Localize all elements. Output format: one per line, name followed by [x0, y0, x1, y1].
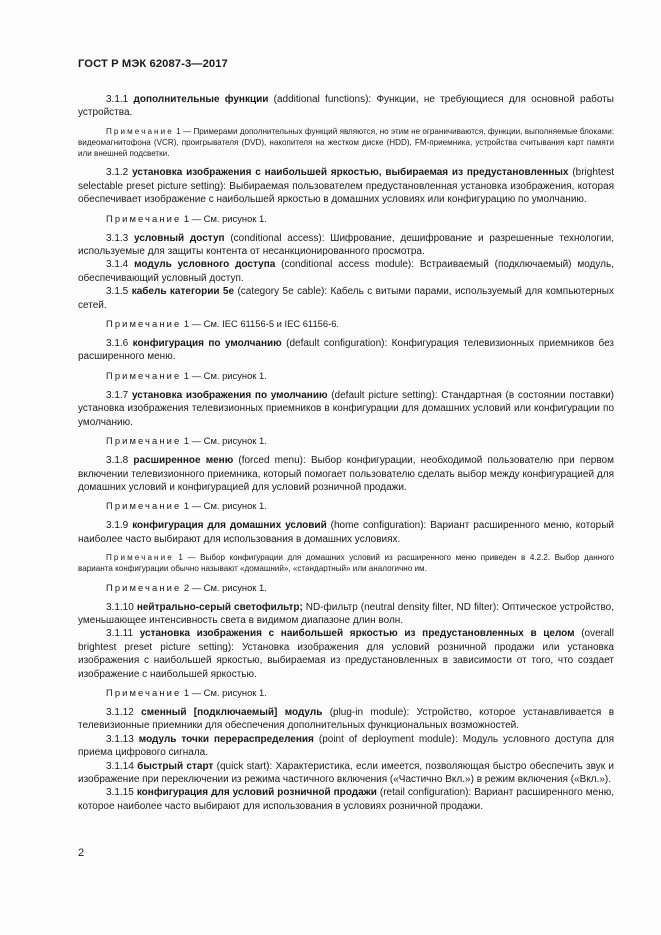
definition-entry: 3.1.6 конфигурация по умолчанию (default configuration): Конфигурация телевизионных приемников без расширенного меню. — [78, 338, 614, 363]
note: Примечание 1 — См. рисунок 1. — [106, 212, 267, 224]
term: модуль условного доступа — [134, 259, 276, 271]
term: конфигурация для домашних условий — [132, 520, 327, 532]
note: Примечание 1 — См. IEC 61156-5 и IEC 61156-6. — [106, 318, 340, 330]
note: Примечание 1 — См. рисунок 1. — [106, 369, 267, 381]
definition-entry: 3.1.2 установка изображения с наибольшей яркостью, выбираемая из предустановленных (brightest selectable preset picture setting): Выбираемая пользователем предустановленная установка изображения, которая обеспечивает изображение с наибольшей яркостью в домашних условиях или конфигурацию по умолчанию. — [78, 167, 615, 206]
note: Примечание 1 — См. рисунок 1. — [106, 686, 267, 698]
note: Примечание 1 — Примерами дополнительных функций являются, но этим не ограничиваются, функции, выполняемые блоками: видеомагнитофона (VCR), проигрывателя (DVD), накопителя на жестком диске (HDD), FM-приемника, устройства считывания карт памяти или внешней подсветки. — [78, 126, 614, 159]
term: кабель категории 5e — [131, 286, 235, 298]
note: Примечание 1 — См. рисунок 1. — [106, 435, 267, 447]
page-number: 2 — [78, 847, 85, 859]
term: установка изображения по умолчанию — [131, 389, 328, 401]
definition-entry: 3.1.10 нейтрально-серый светофильтр; ND-фильтр (neutral density filter, ND filter): Оптическое устройство, уменьшающее интенсивность света в видимом диапазоне длин волн. — [78, 601, 614, 626]
definition-entry: 3.1.3 условный доступ (conditional access): Шифрование, дешифрование и разрешенные технологии, используемые для защиты контента от несанкционированного просмотра. — [78, 232, 614, 258]
note: Примечание 1 — Выбор конфигурации для домашних условий из расширенного меню приведен в 4.2.2. Выбор данного варианта конфигурации обычно называют «домашний», «стандартный» или аналогично им. — [78, 553, 614, 574]
definition-entry: 3.1.1 дополнительные функции (additional functions): Функции, не требующиеся для основной работы устройства. — [78, 94, 614, 119]
term: установка изображения с наибольшей яркостью, выбираемая из предустановленных — [132, 167, 569, 179]
term: быстрый старт — [137, 760, 214, 772]
definition-entry: 3.1.4 модуль условного доступа (conditional access module): Встраиваемый (подключаемый) модуль, обеспечивающий условный доступ. — [78, 259, 614, 284]
term: условный доступ — [134, 232, 225, 244]
definition-entry: 3.1.14 быстрый старт (quick start): Характеристика, если имеется, позволяющая быстро обеспечить звук и изображение при переключении из режима частичного включения («Частично Вкл.») в режим включения («Вкл.»). — [78, 760, 614, 786]
term: конфигурация для условий розничной продажи — [136, 787, 377, 799]
term: дополнительные функции — [133, 94, 269, 105]
term: сменный [подключаемый] модуль — [141, 706, 323, 718]
note: Примечание 1 — См. рисунок 1. — [106, 500, 267, 512]
definition-entry: 3.1.9 конфигурация для домашних условий (home configuration): Вариант расширенного меню, который наиболее часто выбирают для использования в домашних условиях. — [78, 520, 614, 545]
definition-entry: 3.1.12 сменный [подключаемый] модуль (plug-in module): Устройство, которое устанавливается в телевизионные приемники для обеспечения дополнительных функциональных возможностей. — [78, 706, 615, 732]
term: нейтрально-серый светофильтр; — [136, 601, 303, 613]
term: модуль точки перераспределения — [138, 733, 314, 745]
definition-entry: 3.1.8 расширенное меню (forced menu): Выбор конфигурации, необходимой пользователю при первом включении телевизионного приемника, который помогает пользователю сделать выбор между конфигурацией для домашних условий и конфигурацией для условий розничной продажи. — [78, 455, 614, 493]
term: установка изображения с наибольшей яркостью из предустановленных в целом — [139, 628, 575, 640]
definitions-list — [78, 93, 614, 813]
definition-entry: 3.1.13 модуль точки перераспределения (point of deployment module): Модуль условного доступа для приема цифрового сигнала. — [78, 733, 614, 759]
definition-entry: 3.1.11 установка изображения с наибольшей яркостью из предустановленных в целом (overall brightest preset picture setting): Установка изображения для условий розничной продажи или установка изображения с наибольшей яркостью, выбираемая из предустановленных в зависимости от того, что создает изображение с наибольшей яркостью. — [78, 628, 614, 680]
definition-entry: 3.1.15 конфигурация для условий розничной продажи (retail configuration): Вариант расширенного меню, которое наиболее часто выбирают для использования в условиях розничной продажи. — [78, 787, 614, 812]
definition-entry: 3.1.5 кабель категории 5e (category 5e cable): Кабель с витыми парами, используемый для компьютерных сетей. — [78, 286, 614, 311]
term: конфигурация по умолчанию — [132, 338, 282, 350]
standard-header: ГОСТ Р МЭК 62087-3—2017 — [78, 58, 228, 70]
term: расширенное меню — [133, 455, 234, 467]
definition-entry: 3.1.7 установка изображения по умолчанию (default picture setting): Стандартная (в состоянии поставки) установка изображения телевизионных приемников в конфигурации для домашних условий или конфигурации по умолчанию. — [78, 389, 614, 428]
note: Примечание 2 — См. рисунок 1. — [106, 581, 267, 593]
